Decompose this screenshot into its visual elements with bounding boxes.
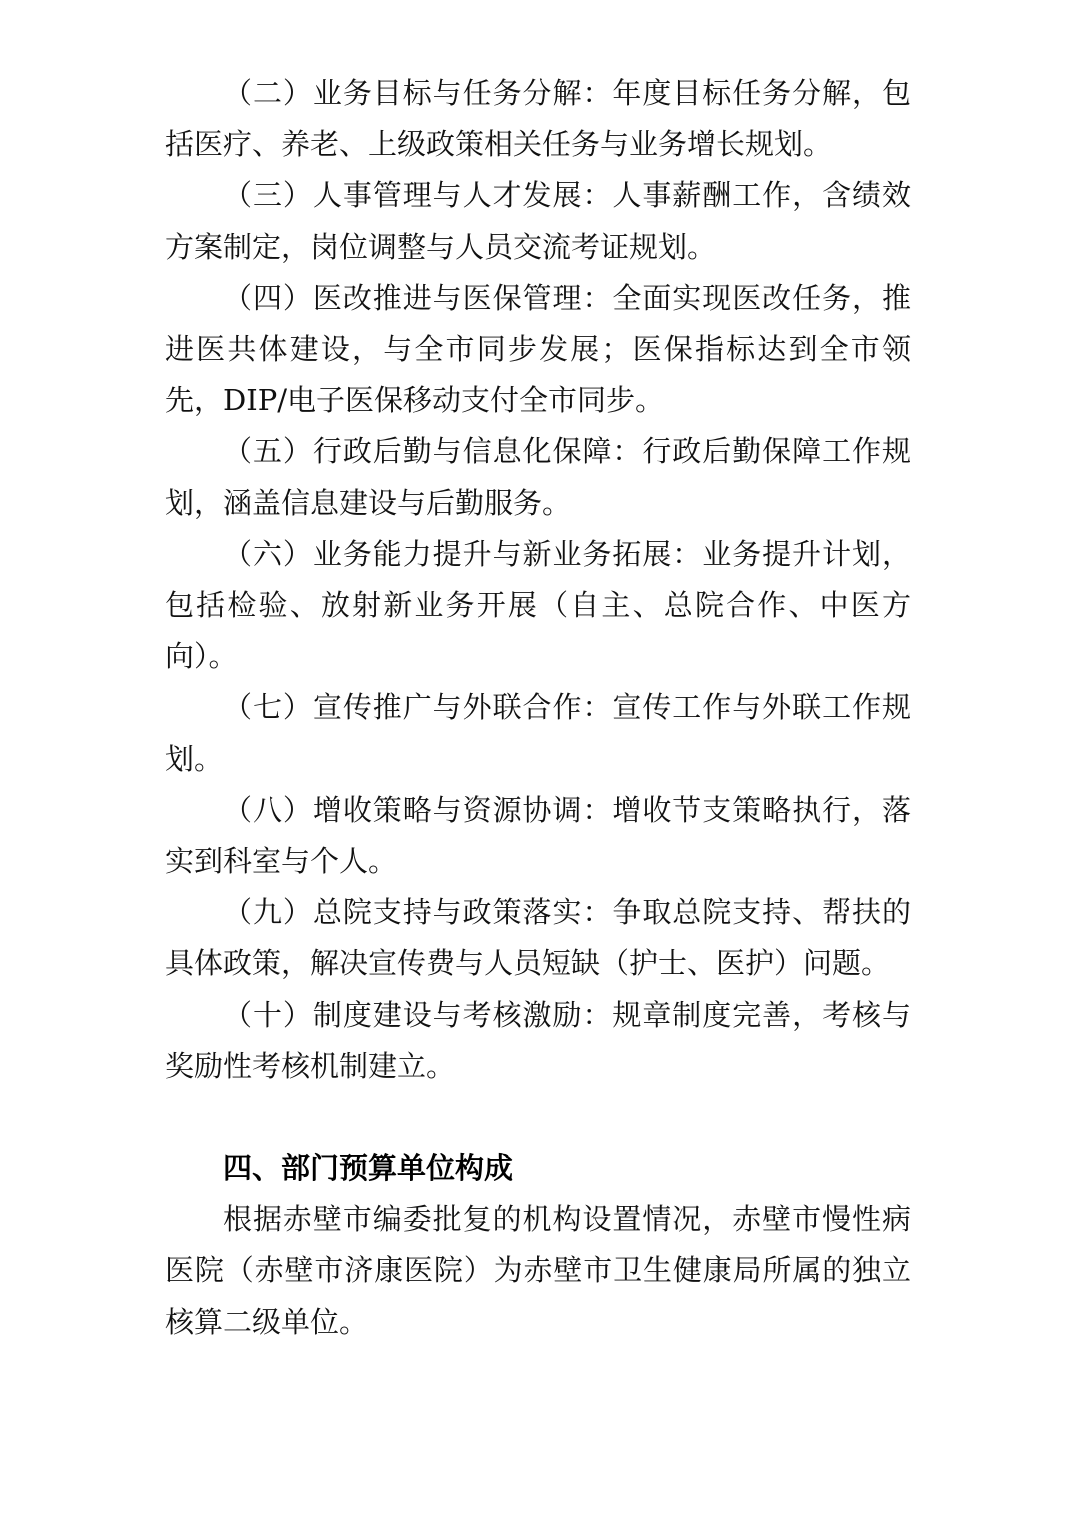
paragraph-item-2: （二）业务目标与任务分解：年度目标任务分解，包括医疗、养老、上级政策相关任务与业务增长规划。	[165, 76, 911, 162]
paragraph-item-4: （四）医改推进与医保管理：全面实现医改任务，推进医共体建设，与全市同步发展；医保指标达到全市领先，DIP/电子医保移动支付全市同步。	[165, 280, 911, 418]
paragraph-item-3: （三）人事管理与人才发展：人事薪酬工作，含绩效方案制定，岗位调整与人员交流考证规划。	[165, 178, 911, 264]
paragraph-item-5: （五）行政后勤与信息化保障：行政后勤保障工作规划，涵盖信息建设与后勤服务。	[165, 434, 911, 520]
section-heading: 四、部门预算单位构成	[223, 1151, 514, 1186]
paragraph-item-7: （七）宣传推广与外联合作：宣传工作与外联工作规划。	[165, 690, 911, 776]
paragraph-item-10: （十）制度建设与考核激励：规章制度完善，考核与奖励性考核机制建立。	[165, 997, 911, 1083]
paragraph-item-6: （六）业务能力提升与新业务拓展：业务提升计划，包括检验、放射新业务开展（自主、总院合作、中医方向）。	[165, 536, 911, 674]
paragraph-item-9: （九）总院支持与政策落实：争取总院支持、帮扶的具体政策，解决宣传费与人员短缺（护士、医护）问题。	[165, 895, 911, 981]
section-paragraph: 根据赤壁市编委批复的机构设置情况，赤壁市慢性病医院（赤壁市济康医院）为赤壁市卫生健康局所属的独立核算二级单位。	[165, 1202, 911, 1339]
document-body	[165, 68, 911, 1348]
paragraph-item-8: （八）增收策略与资源协调：增收节支策略执行，落实到科室与个人。	[165, 792, 911, 879]
